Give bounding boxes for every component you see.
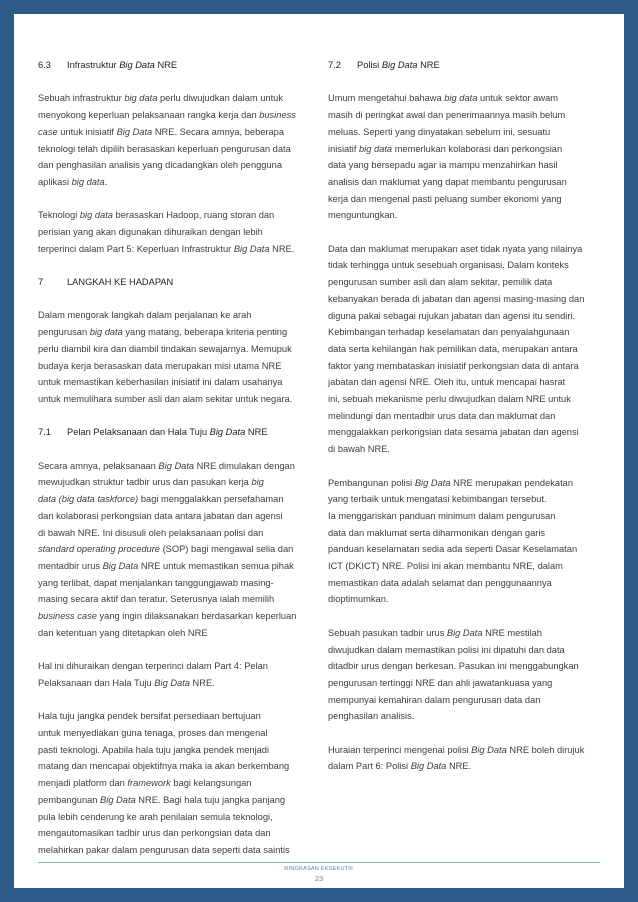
footer-divider [38,862,600,863]
section-number: 7.1 [38,427,51,438]
section-title: LANGKAH KE HADAPAN [67,277,174,288]
footer-label: RINGKASAN EKSEKUTIF [284,866,354,872]
section-heading-7 [38,274,311,291]
paragraph: Data dan maklumat merupakan aset tidak nyata yang nilainya tidak terhingga untuk sesebuah organisasi. Dalam konteks pengurusan sumber asli dan alam sekitar, pemilik data kebanyakan berada di jabatan dan agensi masing-masing dan diguna pakai sebagai rujukan jabatan dan agensi itu sendiri. Kebimbangan terhadap keselamatan dan penyalahgunaan data serta kehilangan hak pemilikan data, merupakan antara faktor yang membataskan inisiatif perkongsian data di antara jabatan dan agensi NRE. Oleh itu, untuk mencapai hasrat ini, sebuah mekanisme perlu diwujudkan dalam NRE untuk melindungi dan mentadbir urus data dan maklumat dan menggalakkan perkongsian data sesama jabatan dan agensi di bawah NRE. [328,243,585,455]
paragraph: Secara amnya, pelaksanaan Big Data NRE dimulakan dengan mewujudkan struktur tadbir urus dan pasukan kerja big data (big data taskforce) bagi menggalakkan persefahaman dan kolaborasi perkongsian data antara jabatan dan agensi di bawah NRE. Ini disusuli oleh pelaksanaan polisi dan standard operating procedure (SOP) bagi mengawal selia dan mentadbir urus Big Data NRE untuk memastikan semua pihak yang terlibat, dapat menjalankan tanggungjawab masing- masing secara aktif dan teratur. Seterusnya ialah memilih business case yang ingin dilaksanakan berdasarkan keperluan dan ketentuan yang ditetapkan oleh NRE [38,460,297,638]
section-number: 7.2 [328,60,341,70]
paragraph: Sebuah infrastruktur big data perlu diwujudkan dalam untuk menyokong keperluan pelaksanaan rangka kerja dan business case untuk inisiatif Big Data NRE. Secara amnya, beberapa teknologi telah dipilih berasaskan keperluan pengurusan data dan penghasilan analisis yang dicadangkan oleh pengguna aplikasi big data. [38,93,296,187]
section-heading-6-3 [38,57,311,74]
paragraph: Dalam mengorak langkah dalam perjalanan ke arah pengurusan big data yang matang, beberapa kriteria penting perlu diambil kira dan diambil tindakan sewajarnya. Memupuk budaya kerja berasaskan data merupakan misi utama NRE untuk memastikan keberhasilan inisiatif ini dalam usahanya untuk memulihara sumber asli dan alam sekitar untuk negara. [38,310,293,404]
paragraph: Sebuah pasukan tadbir urus Big Data NRE mestilah diwujudkan dalam memastikan polisi ini dipatuhi dan data ditadbir urus dengan berkesan. Pasukan ini menggabungkan pengurusan tertinggi NRE dan ahli jawatankuasa yang mempunyai kemahiran dalam pengurusan data dan penghasilan analisis. [328,627,579,722]
paragraph: Huraian terperinci mengenai polisi Big Data NRE boleh dirujuk dalam Part 6: Polisi Big Data NRE. [328,744,585,772]
section-number: 7 [38,277,44,288]
page-number: 23 [314,874,324,883]
section-heading-7-2 [328,57,601,74]
paragraph: Teknologi big data berasaskan Hadoop, ruang storan dan perisian yang akan digunakan dihuraikan dengan lebih terperinci dalam Part 5: Keperluan Infrastruktur Big Data NRE. [38,210,295,254]
paragraph: Hal ini dihuraikan dengan terperinci dalam Part 4: Pelan Pelaksanaan dan Hala Tuju Big Data NRE. [38,661,268,688]
section-heading-7-1 [38,424,311,441]
section-title: Polisi Big Data NRE [357,60,440,70]
paragraph: Hala tuju jangka pendek bersifat persediaan bertujuan untuk menyediakan guna tenaga, proses dan mengenal pasti teknologi. Apabila hala tuju jangka pendek menjadi matang dan mencapai objektifnya maka ia akan berkembang menjadi platform dan framework bagi kelangsungan pembangunan Big Data NRE. Bagi hala tuju jangka panjang pula lebih cenderung ke arah penilaian semula teknologi, mengautomasikan tadbir urus dan perkongsian data dan melahirkan pakar dalam pengurusan data seperti data saintis [38,711,290,855]
section-title: Pelan Pelaksanaan dan Hala Tuju Big Data NRE [67,427,268,438]
document-page [14,14,624,888]
left-column [38,57,311,875]
paragraph: Umum mengetahui bahawa big data untuk sektor awam masih di peringkat awal dan penerimaannya masih belum meluas. Seperti yang dinyatakan sebelum ini, sesuatu inisiatif big data memerlukan kolaborasi dan perkongsian data yang bersepadu agar ia mampu menzahirkan hasil analisis dan maklumat yang dapat membantu pengurusan kerja dan mengenal pasti peluang sumber ekonomi yang menguntungkan. [328,93,567,221]
right-column [328,57,601,792]
paragraph: Pembangunan polisi Big Data NRE merupakan pendekatan yang terbaik untuk mengatasi kebimbangan tersebut. Ia menggariskan panduan minimum dalam pengurusan data dan maklumat serta diharmonikan dengan garis panduan keselamatan sedia ada seperti Dasar Keselamatan ICT (DKICT) NRE. Polisi ini akan membantu NRE, dalam memastikan data adalah selamat dan penggunaannya dioptimumkan. [328,477,578,605]
section-title: Infrastruktur Big Data NRE [67,60,178,70]
section-number: 6.3 [38,60,51,70]
